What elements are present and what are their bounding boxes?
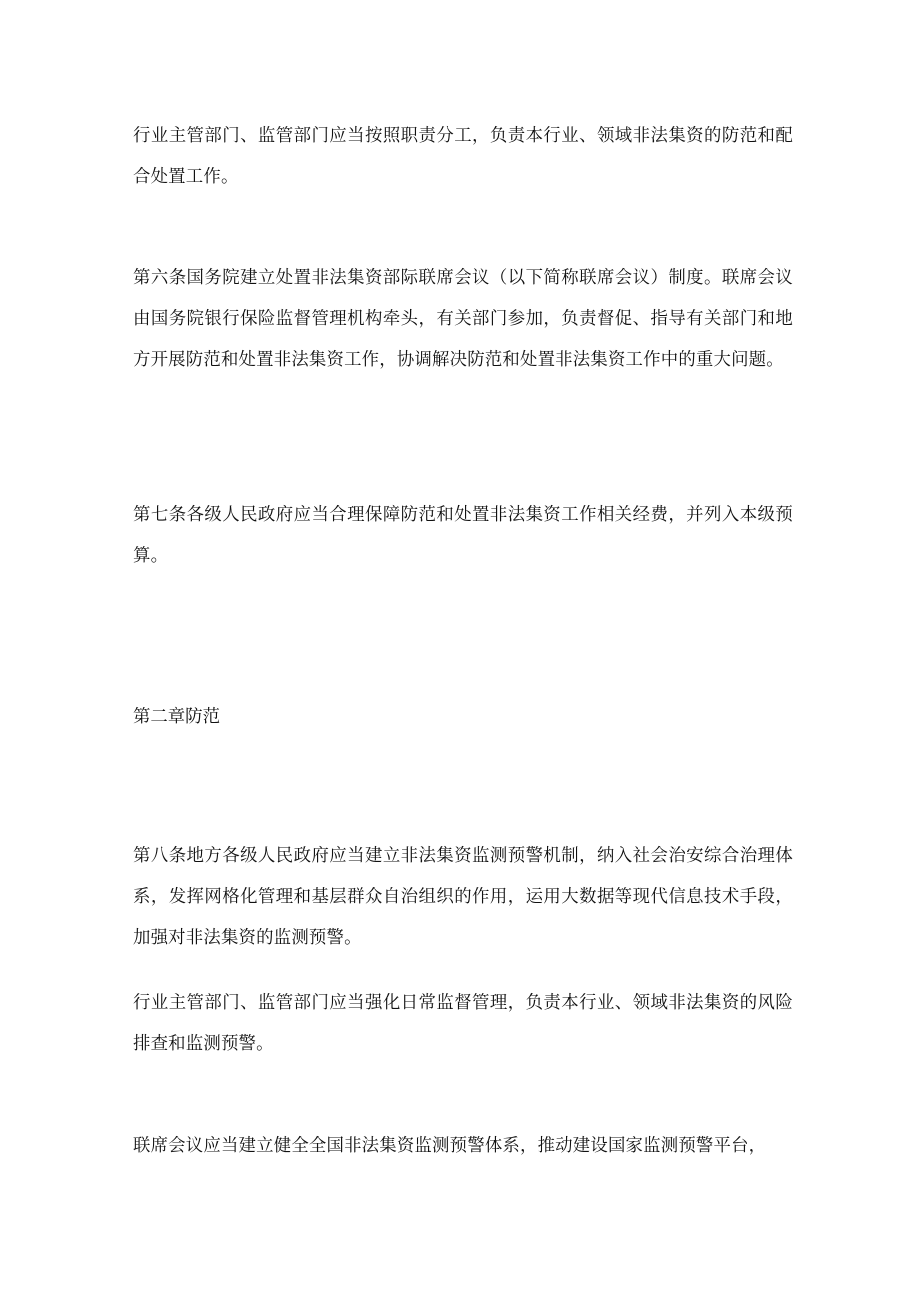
chapter-heading: 第二章防范 xyxy=(133,707,220,727)
paragraph-article-8: 第八条地方各级人民政府应当建立非法集资监测预警机制，纳入社会治安综合治理体系，发挥网格化管理和基层群众自治组织的作用，运用大数据等现代信息技术手段，加强对非法集资的监测预警。 xyxy=(133,846,793,948)
paragraph-industry-duties: 行业主管部门、监管部门应当按照职责分工，负责本行业、领域非法集资的防范和配合处置工作。 xyxy=(133,126,793,187)
paragraph-joint-meeting-monitoring: 联席会议应当建立健全全国非法集资监测预警体系，推动建设国家监测预警平台， xyxy=(133,1136,767,1156)
paragraph-article-6: 第六条国务院建立处置非法集资部际联席会议（以下简称联席会议）制度。联席会议由国务院银行保险监督管理机构牵头，有关部门参加，负责督促、指导有关部门和地方开展防范和处置非法集资工作，协调解决防范和处置非法集资工作中的重大问题。 xyxy=(133,268,793,370)
paragraph-article-7: 第七条各级人民政府应当合理保障防范和处置非法集资工作相关经费，并列入本级预算。 xyxy=(133,505,793,566)
paragraph-industry-monitoring: 行业主管部门、监管部门应当强化日常监督管理，负责本行业、领域非法集资的风险排查和监测预警。 xyxy=(133,993,793,1054)
